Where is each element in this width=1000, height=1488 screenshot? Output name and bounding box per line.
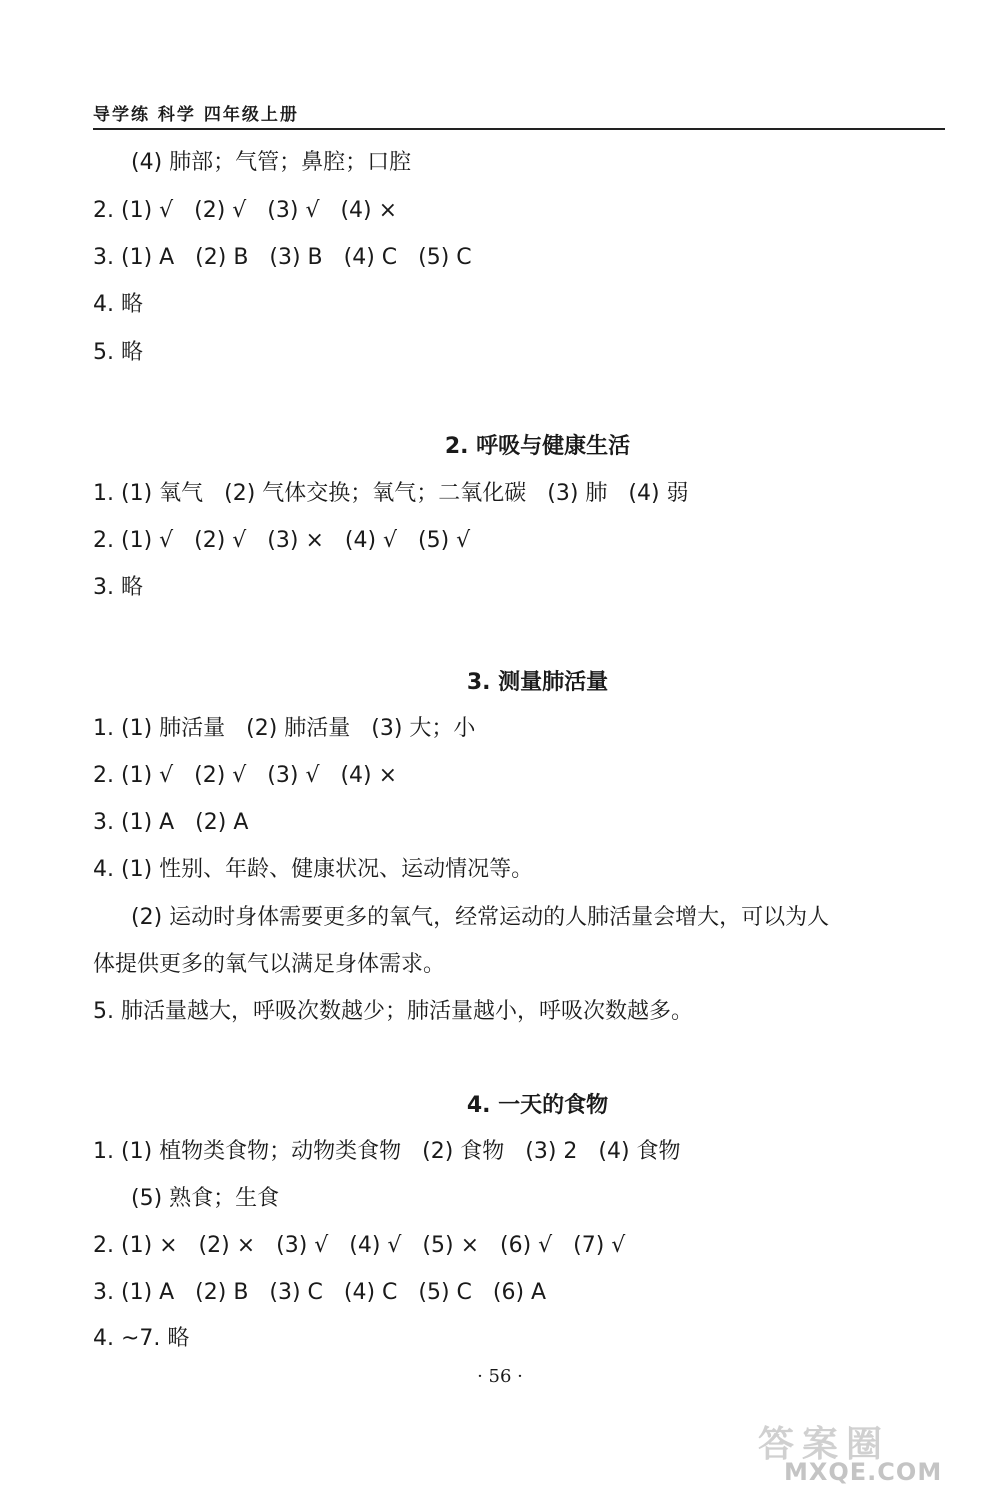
answer-line: 5. 略: [93, 340, 143, 365]
answer-line: 2. (1) √ (2) √ (3) × (4) √ (5) √: [93, 528, 471, 553]
answer-line: 1. (1) 氧气 (2) 气体交换；氧气；二氧化碳 (3) 肺 (4) 弱: [93, 481, 689, 506]
answer-line: 2. (1) √ (2) √ (3) √ (4) ×: [93, 763, 398, 788]
answer-line: 体提供更多的氧气以满足身体需求。: [93, 952, 446, 977]
answer-line: 3. (1) A (2) A: [93, 810, 249, 835]
answer-line: (2) 运动时身体需要更多的氧气，经常运动的人肺活量会增大，可以为人: [131, 905, 830, 930]
watermark-logo: [744, 1416, 994, 1486]
page-number: · 56 ·: [477, 1366, 523, 1387]
watermark-text: 答案圈: [758, 1424, 891, 1465]
answer-line: 4. ~7. 略: [93, 1326, 190, 1351]
answer-line: 3. 略: [93, 575, 143, 600]
section-title: 3. 测量肺活量: [466, 670, 609, 695]
answer-line: 3. (1) A (2) B (3) C (4) C (5) C (6) A: [93, 1280, 547, 1305]
answer-line: 3. (1) A (2) B (3) B (4) C (5) C: [93, 245, 472, 270]
section-title: 2. 呼吸与健康生活: [444, 434, 631, 459]
answer-line: 5. 肺活量越大，呼吸次数越少；肺活量越小，呼吸次数越多。: [93, 999, 693, 1024]
answer-line: (5) 熟食；生食: [131, 1186, 280, 1211]
answer-line: 1. (1) 肺活量 (2) 肺活量 (3) 大；小: [93, 716, 476, 741]
header-title: 导学练 科学 四年级上册: [93, 105, 299, 125]
answer-line: 2. (1) × (2) × (3) √ (4) √ (5) × (6) √ (7) √: [93, 1233, 626, 1258]
section-title: 4. 一天的食物: [466, 1093, 609, 1118]
answer-line: 1. (1) 植物类食物；动物类食物 (2) 食物 (3) 2 (4) 食物: [93, 1139, 681, 1164]
page-header: [93, 98, 945, 130]
answer-line: (4) 肺部；气管；鼻腔；口腔: [131, 150, 412, 175]
watermark-url: MXQE.COM: [784, 1458, 943, 1486]
answer-line: 4. 略: [93, 292, 143, 317]
answer-line: 2. (1) √ (2) √ (3) √ (4) ×: [93, 198, 398, 223]
answer-line: 4. (1) 性别、年龄、健康状况、运动情况等。: [93, 857, 534, 882]
